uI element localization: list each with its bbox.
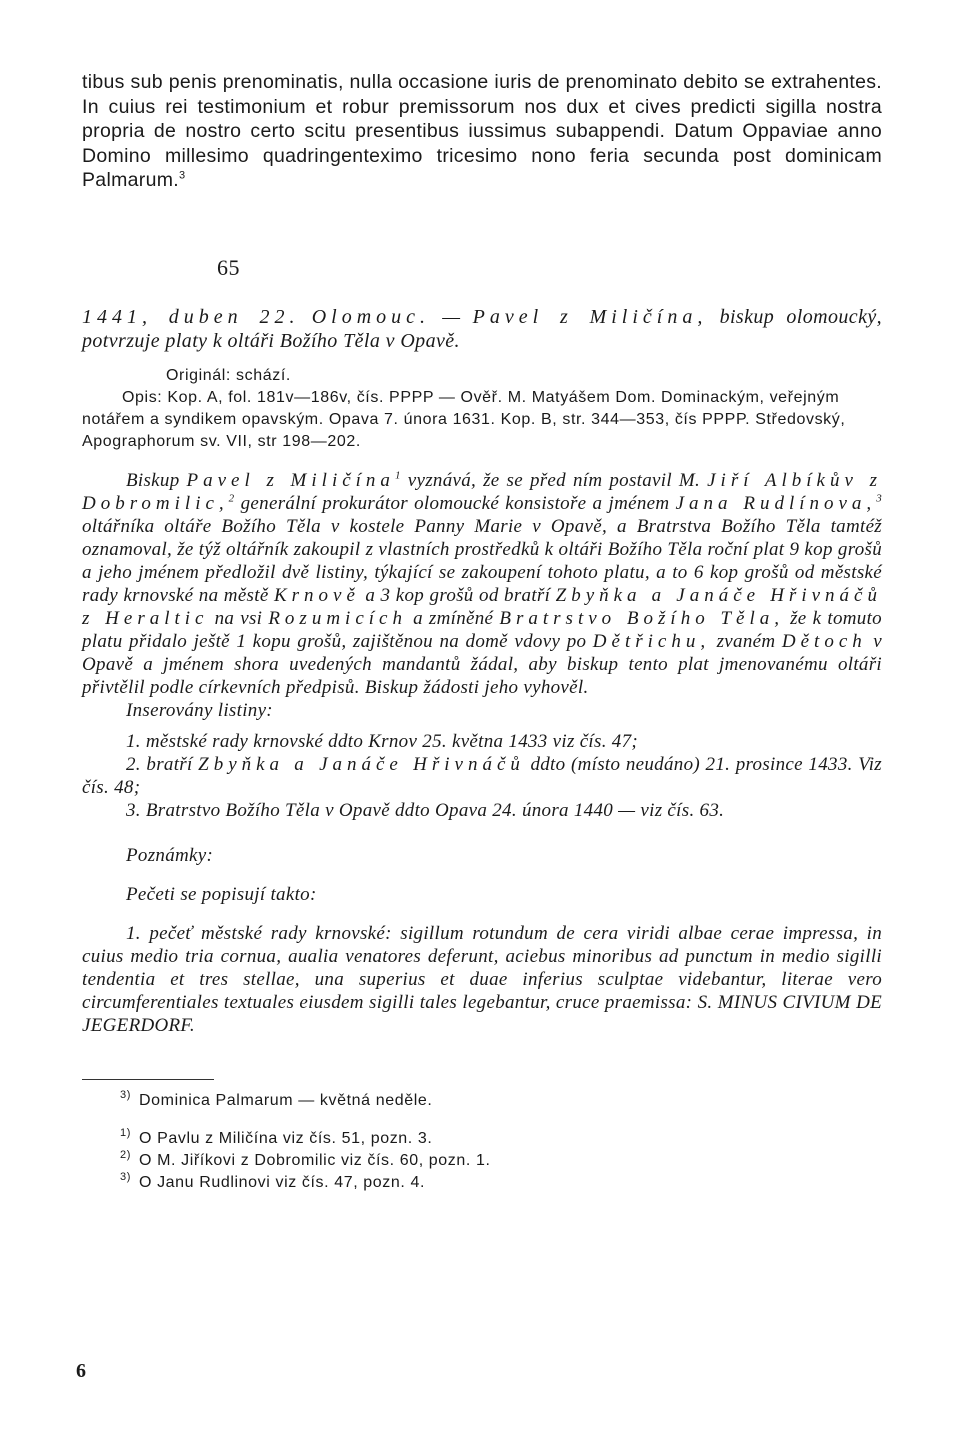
copy-note	[82, 387, 882, 453]
person-name: Pavel z Miličína	[186, 469, 395, 491]
heading-name: Pavel z Miličína,	[472, 305, 708, 328]
footnote	[82, 1150, 882, 1172]
footnote-mark: 3)	[120, 1171, 131, 1184]
summary-text: vyznává, že se před ním postavil M.	[407, 469, 701, 491]
footnote	[82, 1128, 882, 1150]
organization-name: Bratrstvo Božího Těla,	[499, 607, 785, 629]
summary-text: zvaném	[716, 630, 776, 652]
person-name: Dětřichu,	[592, 630, 711, 652]
seal-description: 1. pečeť městské rady krnovské: sigillum rotundum de cera viridi albae cerae impressa, in cuius medio tria cornua, aualia venatores deferunt, aciebus minoribus ad punctum in medio sigilli tendentia et tres stellae, una superius et duae inferius sculptae videbantur, literae vero circumferentiales textuales eiusdem sigilli tales legebantur, cruce praemissa: S. MINUS CIVIUM DE JEGERDORF.	[82, 922, 882, 1036]
footnote-text: O M. Jiříkovi z Dobromilic viz čís. 60, pozn. 1.	[138, 1151, 491, 1169]
seals-title: Pečeti se popisují takto:	[126, 883, 317, 905]
inserted-item-2	[82, 753, 882, 799]
notes-title: Poznámky:	[126, 844, 214, 866]
summary-paragraph	[82, 469, 882, 699]
person-name: Zbyňka a Janáče Hřivnáčů z Heraltic	[82, 584, 882, 629]
footnote-mark: 1)	[120, 1127, 131, 1140]
document-number: 65	[217, 254, 240, 280]
footnote-ref: 3	[876, 492, 882, 505]
person-name: Zbyňka a Janáče Hřivnáčů	[198, 753, 525, 775]
heading-rest: biskup olomoucký, potvrzuje platy k oltáři Božího Těla v Opavě.	[82, 305, 883, 352]
place-name: Rozumicích	[268, 607, 407, 629]
footnotes	[82, 1090, 882, 1194]
summary-text: generální prokurátor olomoucké konsistoře a jménem	[240, 492, 670, 514]
heading-dash: —	[442, 305, 461, 328]
inserted-item-1: 1. městské rady krnovské ddto Krnov 25. května 1433 viz čís. 47;	[126, 730, 639, 752]
summary-text: Biskup	[126, 469, 180, 491]
summary-text: v Opavě a jménem shora uvedených mandantů žádal, aby biskup tento plat jmenovanému oltáři přivtělil podle církevních předpisů. Biskup žádosti jeho vyhověl.	[82, 630, 882, 698]
footnote-ref: 1	[394, 469, 401, 482]
page-number: 6	[76, 1360, 86, 1382]
copy-note-text: Opis: Kop. A, fol. 181v—186v, čís. PPPP — Ověř. M. Matyášem Dom. Dominackým, veřejným notářem a syndikem opavským. Opava 7. února 1631. Kop. B, str. 344—353, čís PPPP. Středovský, Apographorum sv. VII, str 198—202.	[82, 388, 846, 450]
person-name: Dětoch	[781, 630, 867, 652]
footnote-text: O Janu Rudlinovi viz čís. 47, pozn. 4.	[138, 1173, 426, 1191]
person-name: Jana Rudlínova,	[675, 492, 877, 514]
summary-text: na vsi	[214, 607, 263, 629]
inserted-item-3: 3. Bratrstvo Božího Těla v Opavě ddto Opava 24. února 1440 — viz čís. 63.	[126, 799, 725, 821]
summary-text: a 3 kop grošů od bratří	[365, 584, 551, 606]
intro-paragraph	[82, 70, 882, 193]
footnote-text: O Pavlu z Miličína viz čís. 51, pozn. 3.	[138, 1129, 433, 1147]
intro-text: tibus sub penis prenominatis, nulla occasione iuris de prenominato debito se extrahentes. In cuius rei testimonium et robur premissorum nos dux et cives predicti sigilla nostra propria de nostro certo scitu presentibus iussimus subappendi. Datum Oppaviae anno Domino millesimo quadringenteximo tricesimo nono feria secunda post dominicam Palmarum.	[82, 71, 882, 191]
footnote-divider	[82, 1079, 214, 1080]
source-info	[82, 365, 882, 453]
summary-text: a zmíněné	[413, 607, 494, 629]
document-heading	[82, 305, 882, 353]
summary-text: oltářníka oltáře Božího Těla v kostele Panny Marie v Opavě, a Bratrstva Božího Těla tamtéž oznamoval, že týž oltářník zakoupil z vlastních prostředků k oltáři Božího Těla roční plat 9 kop grošů a jeho jménem předložil dvě listiny, týkající se zakoupení tohoto platu, a to 6 kop grošů od městské rady krnovské na městě	[82, 515, 882, 606]
page-content	[82, 70, 882, 1194]
footnote-mark: 2)	[120, 1149, 131, 1162]
footnote-ref: 2	[228, 492, 235, 505]
footnote	[82, 1090, 882, 1112]
original-note: Originál: schází.	[166, 366, 291, 384]
inserted-text: ddto (místo neudáno) 21. prosince 1433. Viz čís. 48;	[82, 753, 883, 798]
summary-text: že k tomuto platu přidalo ještě 1 kopu grošů, zajištěnou na domě vdovy po	[82, 607, 882, 652]
heading-place: Olomouc.	[311, 305, 431, 328]
person-name: Jiří Albíkův z Dobromilic,	[82, 469, 882, 514]
inserted-text: 2. bratří	[126, 753, 193, 775]
heading-date: 1441, duben 22.	[82, 305, 300, 328]
footnote-ref: 3	[178, 169, 186, 182]
inserted-title: Inserovány listiny:	[126, 699, 273, 721]
footnote	[82, 1172, 882, 1194]
footnote-text: Dominica Palmarum — květná neděle.	[138, 1091, 433, 1109]
footnote-mark: 3)	[120, 1089, 131, 1102]
place-name: Krnově	[273, 584, 360, 606]
